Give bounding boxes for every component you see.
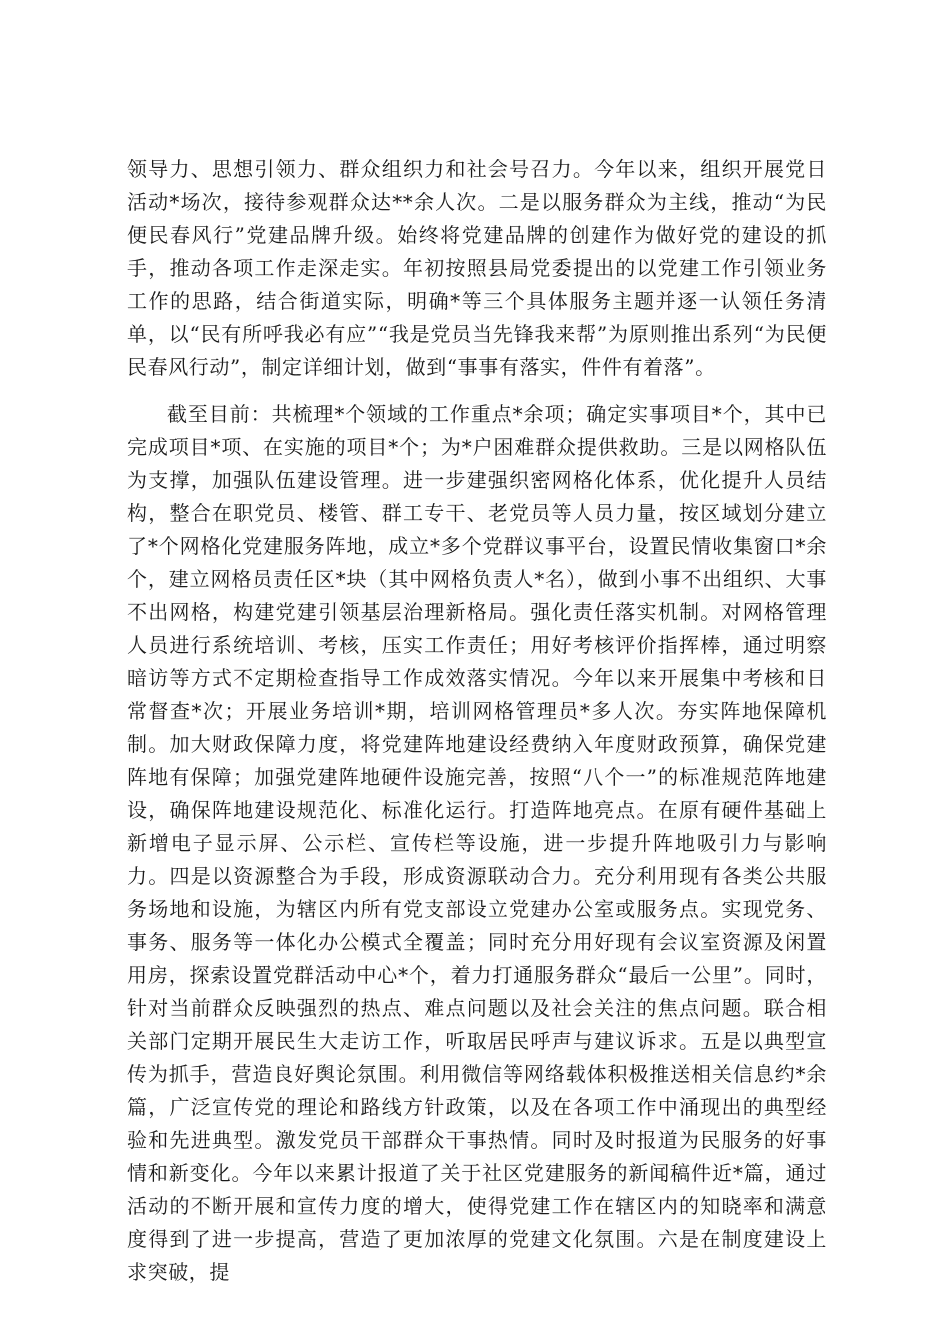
paragraph-2: 截至目前：共梳理*个领域的工作重点*余项；确定实事项目*个，其中已完成项目*项、在实施的项目*个；为*户困难群众提供救助。三是以网格队伍为支撑，加强队伍建设管理。进一步建强织密网格化体系，优化提升人员结构，整合在职党员、楼管、群工专干、老党员等人员力量，按区域划分建立了*个网格化党建服务阵地，成立*多个党群议事平台，设置民情收集窗口*余个，建立网格员责任区*块（其中网格负责人*名），做到小事不出组织、大事不出网格，构建党建引领基层治理新格局。强化责任落实机制。对网格管理人员进行系统培训、考核，压实工作责任；用好考核评价指挥棒，通过明察暗访等方式不定期检查指导工作成效落实情况。今年以来开展集中考核和日常督查*次；开展业务培训*期，培训网格管理员*多人次。夯实阵地保障机制。加大财政保障力度，将党建阵地建设经费纳入年度财政预算，确保党建阵地有保障；加强党建阵地硬件设施完善，按照“八个一”的标准规范阵地建设，确保阵地建设规范化、标准化运行。打造阵地亮点。在原有硬件基础上新增电子显示屏、公示栏、宣传栏等设施，进一步提升阵地吸引力与影响力。四是以资源整合为手段，形成资源联动合力。充分利用现有各类公共服务场地和设施，为辖区内所有党支部设立党建办公室或服务点。实现党务、事务、服务等一体化办公模式全覆盖；同时充分用好现有会议室资源及闲置用房，探索设置党群活动中心*个，着力打通服务群众“最后一公里”。同时，针对当前群众反映强烈的热点、难点问题以及社会关注的焦点问题。联合相关部门定期开展民生大走访工作，听取居民呼声与建议诉求。五是以典型宣传为抓手，营造良好舆论氛围。利用微信等网络载体积极推送相关信息约*余篇，广泛宣传党的理论和路线方针政策，以及在各项工作中涌现出的典型经验和先进典型。激发党员干部群众干事热情。同时及时报道为民服务的好事情和新变化。今年以来累计报道了关于社区党建服务的新闻稿件近*篇，通过活动的不断开展和宣传力度的增大，使得党建工作在辖区内的知晓率和满意度得到了进一步提高，营造了更加浓厚的党建文化氛围。六是在制度建设上求突破，提 (127, 402, 827, 1284)
document-body (127, 153, 827, 1289)
paragraph-1: 领导力、思想引领力、群众组织力和社会号召力。今年以来，组织开展党日活动*场次，接待参观群众达**余人次。二是以服务群众为主线，推动“为民便民春风行”党建品牌升级。始终将党建品牌的创建作为做好党的建设的抓手，推动各项工作走深走实。年初按照县局党委提出的以党建工作引领业务工作的思路，结合街道实际，明确*等三个具体服务主题并逐一认领任务清单，以“民有所呼我必有应”“我是党员当先锋我来帮”为原则推出系列“为民便民春风行动”，制定详细计划，做到“事事有落实，件件有着落”。 (127, 157, 827, 379)
